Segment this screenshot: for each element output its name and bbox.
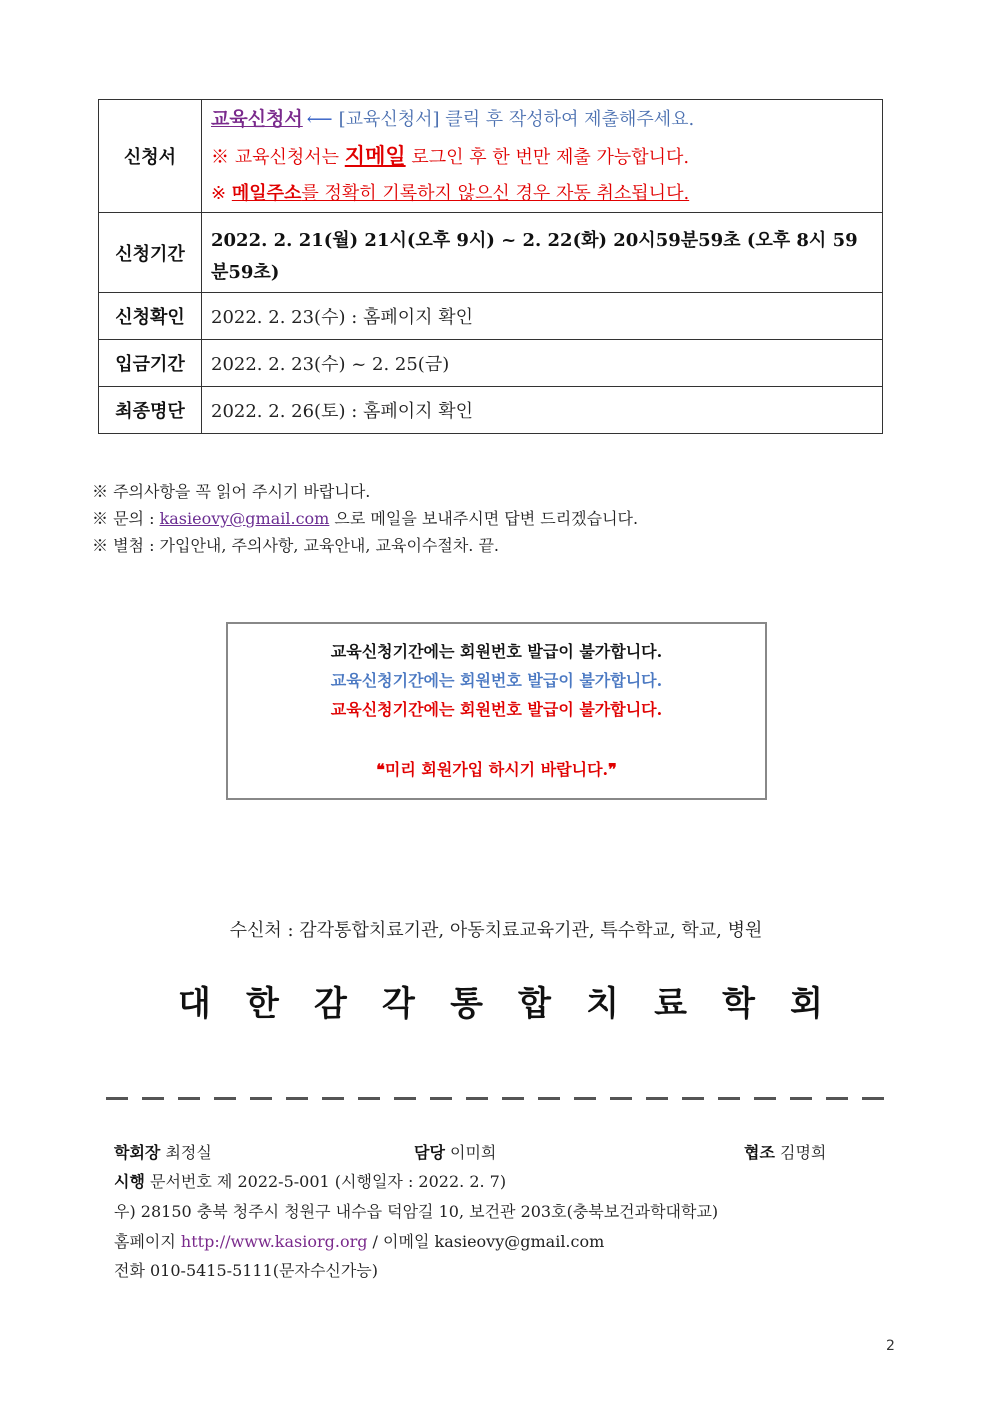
application-cell: [202, 100, 883, 213]
notice-line-black: 교육신청기간에는 회원번호 발급이 불가합니다.: [330, 642, 663, 661]
table-row: [99, 340, 883, 387]
notice-line-blue: 교육신청기간에는 회원번호 발급이 불가합니다.: [330, 671, 663, 690]
arrow-left-icon: ⟵: [306, 108, 333, 130]
org-title-char: 한: [246, 983, 279, 1024]
org-title-char: 학: [722, 983, 755, 1024]
org-title-char: 료: [654, 983, 687, 1024]
homepage-link[interactable]: http://www.kasiorg.org: [180, 1232, 368, 1251]
footer-president: [114, 1140, 212, 1163]
table-row: [99, 100, 883, 213]
manager-label: 담당: [414, 1143, 445, 1162]
org-title-char: 회: [790, 983, 823, 1024]
org-title-char: 치: [586, 983, 619, 1024]
gmail-emphasis: 지메일: [344, 142, 406, 168]
table-row: [99, 293, 883, 340]
footer-phone: 전화 010-5415-5111(문자수신가능): [114, 1261, 379, 1280]
manager-name: 이미희: [450, 1143, 497, 1162]
footer-doc-number: [114, 1169, 506, 1192]
notice-line-red: 교육신청기간에는 회원번호 발급이 불가합니다.: [330, 700, 663, 719]
doc-label: 시행: [114, 1172, 145, 1191]
coop-name: 김명희: [780, 1143, 827, 1162]
org-title-char: 대: [178, 983, 211, 1024]
doc-number-text: 문서번호 제 2022-5-001 (시행일자 : 2022. 2. 7): [150, 1172, 507, 1191]
org-title-char: 각: [382, 983, 415, 1024]
table-row: [99, 387, 883, 434]
president-label: 학회장: [114, 1143, 161, 1162]
email-address-emphasis: 메일주소: [231, 182, 302, 204]
final-list-text: 2022. 2. 26(토) : 홈페이지 확인: [202, 387, 883, 434]
footer-address: 우) 28150 충북 청주시 청원구 내수읍 덕암길 10, 보건관 203호(충북보건과학대학교): [114, 1202, 719, 1221]
notice-signup-reminder: ❝미리 회원가입 하시기 바랍니다.❞: [376, 760, 617, 779]
organization-title: [178, 975, 823, 1025]
membership-notice-box: [226, 622, 767, 800]
row-header-period: 신청기간: [99, 213, 202, 293]
president-name: 최정실: [165, 1143, 212, 1162]
note-attachments: ※ 별첨 : 가입안내, 주의사항, 교육안내, 교육이수절차. 끝.: [92, 536, 499, 555]
email-warning-prefix: ※: [211, 182, 232, 204]
gmail-notice-suffix: 로그인 후 한 번만 제출 가능합니다.: [405, 146, 690, 168]
row-header-application: 신청서: [99, 100, 202, 213]
row-header-final: 최종명단: [99, 387, 202, 434]
email-separator: / 이메일: [367, 1232, 435, 1251]
gmail-notice-prefix: ※ 교육신청서는: [211, 146, 345, 168]
footer-email[interactable]: kasieovy@gmail.com: [434, 1232, 605, 1251]
org-title-char: 감: [314, 983, 347, 1024]
notes-section: [92, 478, 638, 559]
coop-label: 협조: [744, 1143, 775, 1162]
inquiry-email-link[interactable]: kasieovy@gmail.com: [159, 509, 330, 528]
dashed-divider: [106, 1097, 886, 1100]
org-title-char: 통: [450, 983, 483, 1024]
payment-text: 2022. 2. 23(수) ~ 2. 25(금): [202, 340, 883, 387]
row-header-payment: 입금기간: [99, 340, 202, 387]
application-period-text: 2022. 2. 21(월) 21시(오후 9시) ~ 2. 22(화) 20시59분59초 (오후 8시 59분59초): [211, 229, 858, 283]
email-warning-suffix: 를 정확히 기록하지 않으신 경우 자동 취소됩니다.: [301, 182, 690, 204]
note-inquiry: [92, 505, 638, 532]
row-header-confirm: 신청확인: [99, 293, 202, 340]
homepage-label: 홈페이지: [114, 1232, 176, 1251]
confirm-text: 2022. 2. 23(수) : 홈페이지 확인: [202, 293, 883, 340]
application-form-link[interactable]: 교육신청서: [211, 107, 303, 130]
application-info-table: [98, 99, 883, 434]
table-row: [99, 213, 883, 293]
footer-cooperation: [744, 1140, 826, 1163]
period-cell: [202, 213, 883, 293]
note-inquiry-prefix: ※ 문의 :: [92, 509, 160, 528]
note-read-caution: ※ 주의사항을 꼭 읽어 주시기 바랍니다.: [92, 482, 371, 501]
form-instruction: [교육신청서] 클릭 후 작성하여 제출해주세요.: [338, 108, 695, 130]
org-title-char: 합: [518, 983, 551, 1024]
page-number: 2: [886, 1338, 895, 1354]
footer-contact: [114, 1229, 604, 1252]
footer-manager: [414, 1140, 496, 1163]
note-inquiry-suffix: 으로 메일을 보내주시면 답변 드리겠습니다.: [329, 509, 639, 528]
recipient-line: 수신처 : 감각통합치료기관, 아동치료교육기관, 특수학교, 학교, 병원: [229, 920, 763, 941]
